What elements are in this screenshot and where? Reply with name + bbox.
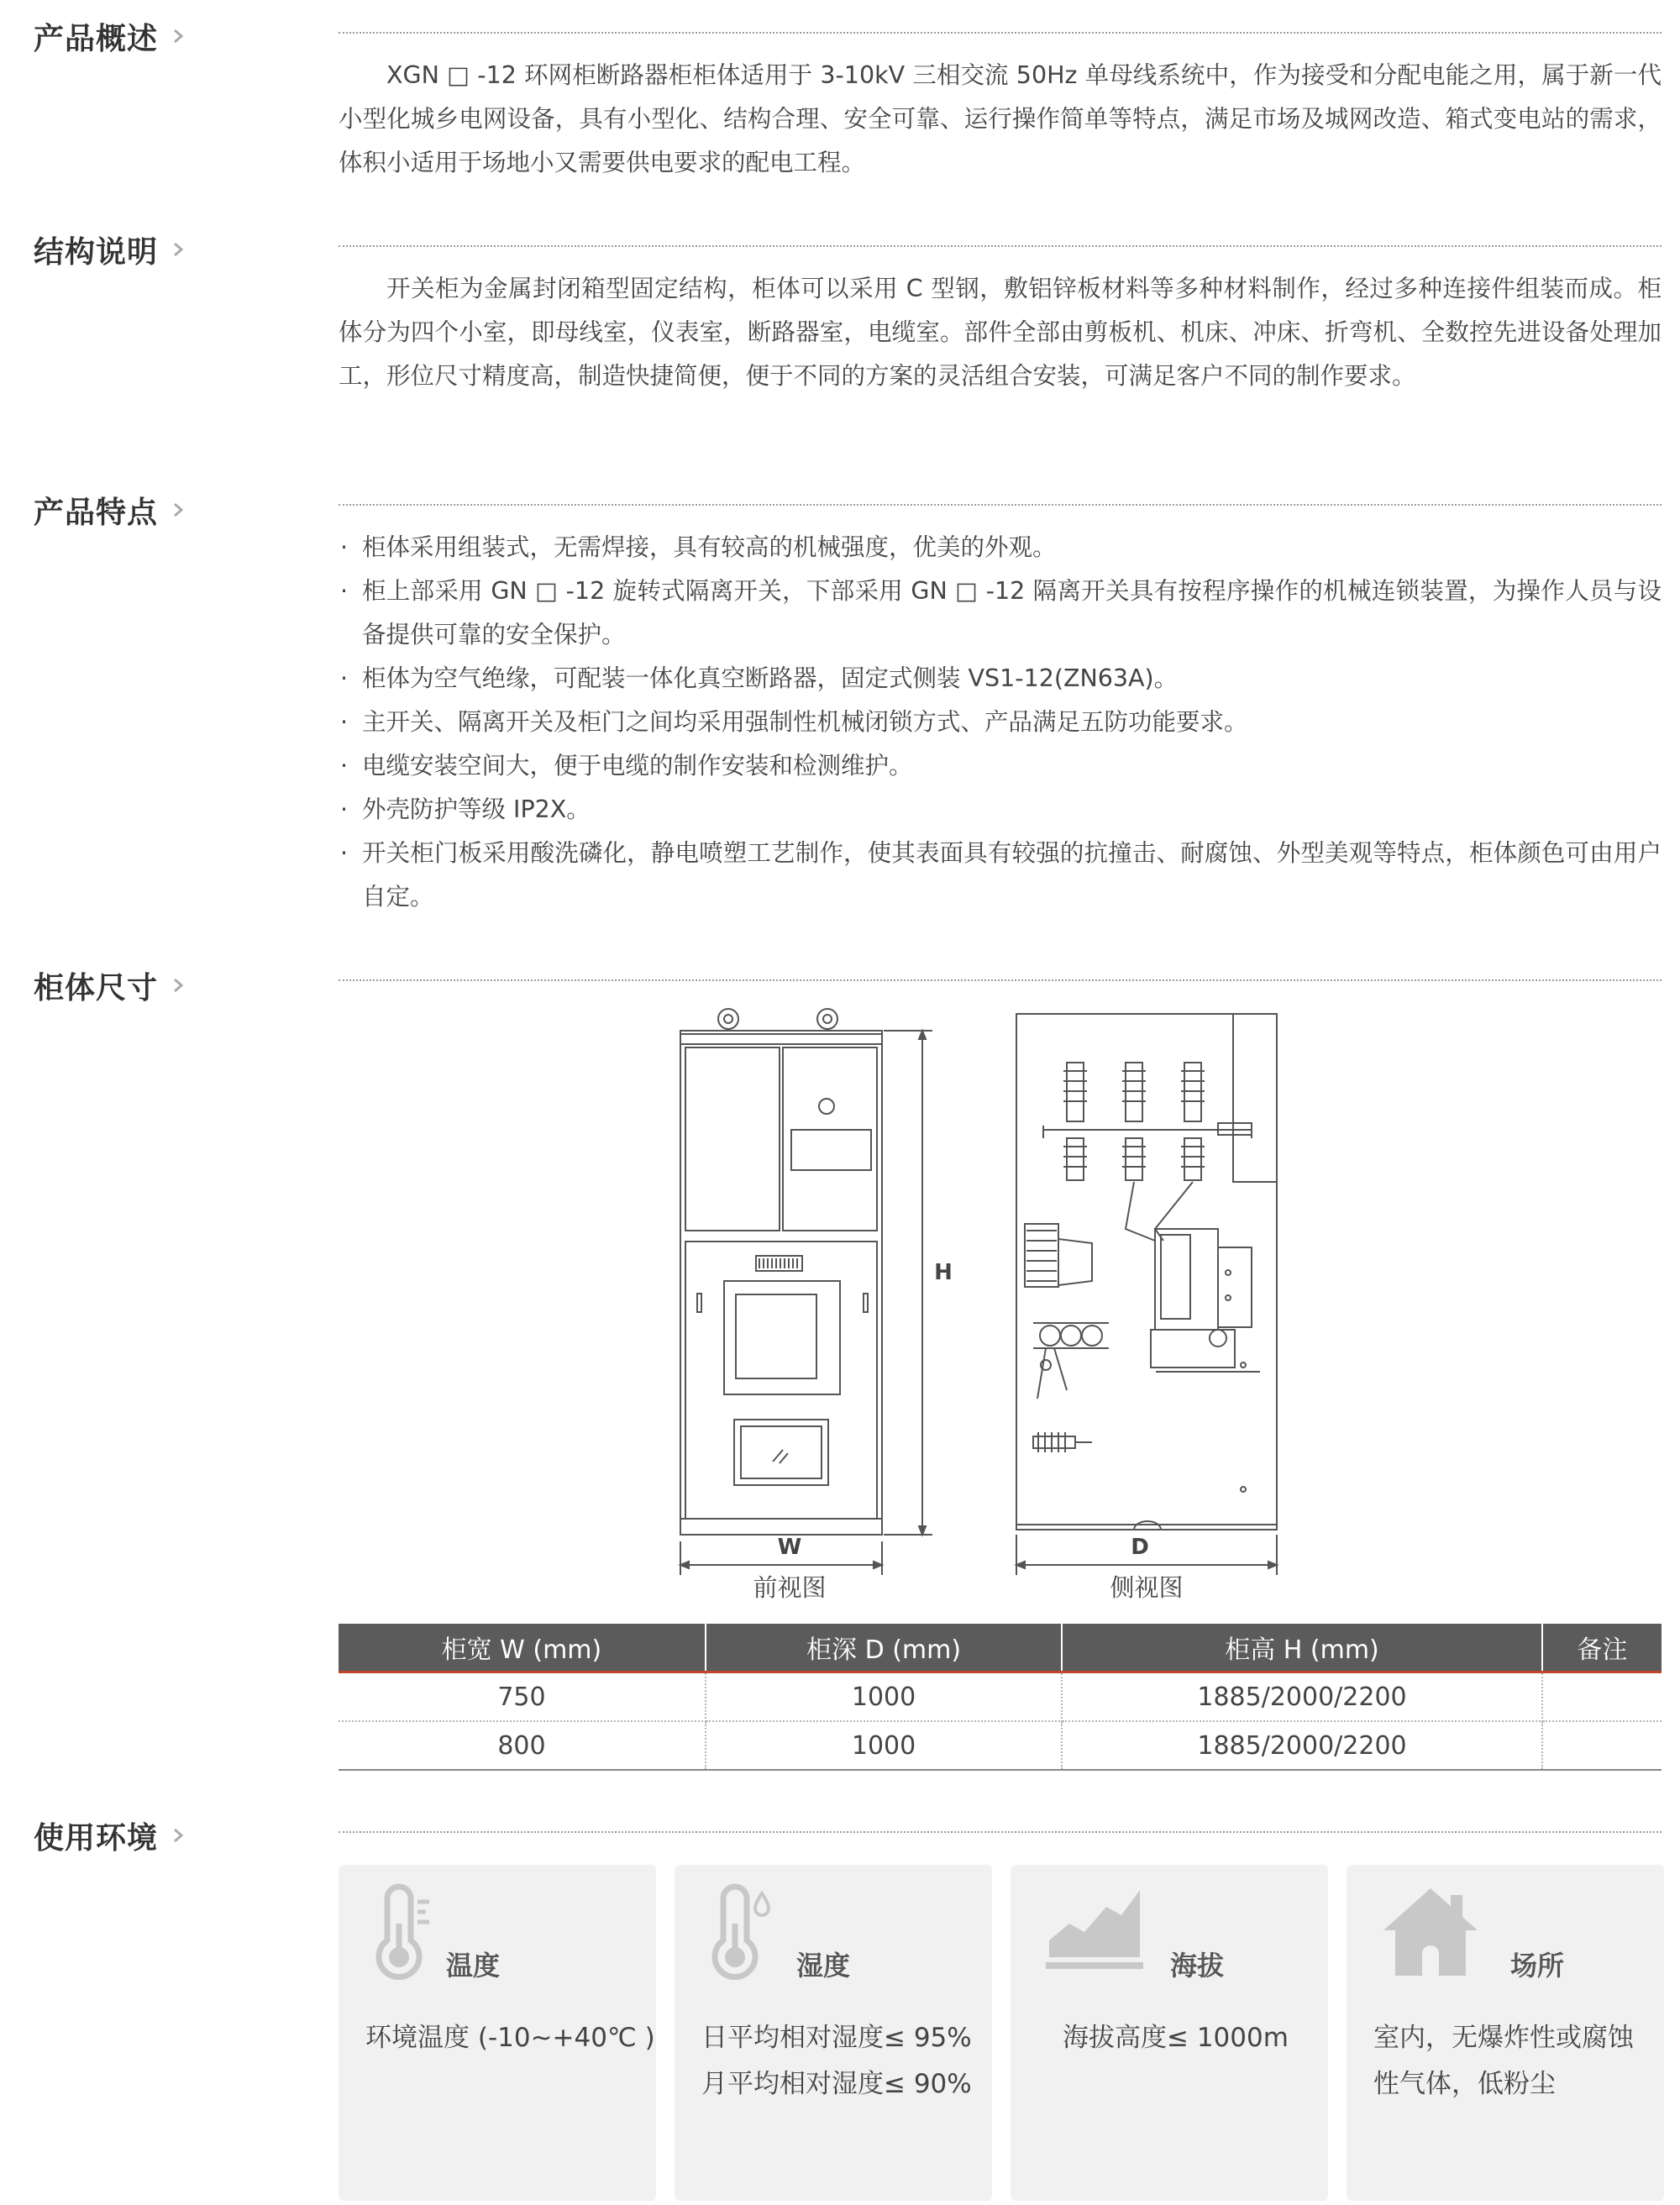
table-header-cell: 柜深 D (mm) xyxy=(706,1624,1062,1672)
feature-list xyxy=(339,526,1662,919)
front-view-caption: 前视图 xyxy=(753,1573,827,1602)
chevron-right-icon xyxy=(173,242,183,257)
feature-text: 柜上部采用 GN □ -12 旋转式隔离开关，下部采用 GN □ -12 隔离开关具有按程序操作的机械连锁装置，为操作人员与设备提供可靠的安全保护。 xyxy=(362,577,1662,648)
section-title xyxy=(34,964,183,1006)
chevron-right-icon xyxy=(173,29,183,44)
feature-text: 柜体采用组装式，无需焊接，具有较高的机械强度，优美的外观。 xyxy=(362,533,1057,561)
list-item xyxy=(339,832,1662,919)
table-header-cell: 备注 xyxy=(1542,1624,1662,1672)
feature-text: 外壳防护等级 IP2X。 xyxy=(362,795,591,823)
table-cell: 750 xyxy=(339,1672,706,1722)
environment-card-altitude xyxy=(1011,1865,1328,2201)
overview-title: 产品概述 xyxy=(34,21,159,56)
divider xyxy=(339,245,1662,247)
section-title xyxy=(34,489,183,531)
divider xyxy=(339,32,1662,34)
card-text: 海拔高度≤ 1000m xyxy=(1063,2023,1289,2053)
divider xyxy=(339,1831,1662,1833)
side-view-caption: 侧视图 xyxy=(1110,1573,1184,1602)
list-item xyxy=(339,744,1662,788)
bullet: · xyxy=(340,664,349,692)
section-title xyxy=(34,1814,183,1856)
table-cell xyxy=(1542,1721,1662,1770)
bullet: · xyxy=(340,839,349,867)
table-cell: 1000 xyxy=(706,1672,1062,1722)
bullet: · xyxy=(340,533,349,561)
depth-label: D xyxy=(1131,1535,1149,1560)
table-cell: 1885/2000/2200 xyxy=(1062,1672,1542,1722)
table-row xyxy=(339,1672,1662,1722)
width-label: W xyxy=(777,1535,802,1560)
card-title: 场所 xyxy=(1510,1950,1565,1982)
structure-title: 结构说明 xyxy=(34,234,159,270)
environment-card-temperature xyxy=(339,1865,656,2201)
features-title: 产品特点 xyxy=(34,495,159,530)
structure-text: 开关柜为金属封闭箱型固定结构，柜体可以采用 C 型钢，敷铝锌板材料等多种材料制作，经过多种连接件组装而成。柜体分为四个小室，即母线室，仪表室，断路器室，电缆室。部件全部由剪板机、机床、冲床、折弯机、全数控先进设备处理加工，形位尺寸精度高，制造快捷简便，便于不同的方案的灵活组合安装，可满足客户不同的制作要求。 xyxy=(339,275,1662,390)
card-text: 月平均相对湿度≤ 90% xyxy=(701,2069,972,2099)
table-cell: 800 xyxy=(339,1721,706,1770)
card-text: 室内，无爆炸性或腐蚀 xyxy=(1373,2023,1634,2053)
feature-text: 开关柜门板采用酸洗磷化，静电喷塑工艺制作，使其表面具有较强的抗撞击、耐腐蚀、外型美观等特点，柜体颜色可由用户自定。 xyxy=(362,839,1662,911)
table-header-cell: 柜高 H (mm) xyxy=(1062,1624,1542,1672)
feature-text: 电缆安装空间大，便于电缆的制作安装和检测维护。 xyxy=(362,752,913,780)
table-cell xyxy=(1542,1672,1662,1722)
bullet: · xyxy=(340,752,349,780)
table-header-cell: 柜宽 W (mm) xyxy=(339,1624,706,1672)
height-label: H xyxy=(934,1260,953,1285)
overview-text: XGN □ -12 环网柜断路器柜柜体适用于 3-10kV 三相交流 50Hz 单母线系统中，作为接受和分配电能之用，属于新一代小型化城乡电网设备，具有小型化、结构合理、安全可靠、运行操作简单等特点，满足市场及城网改造、箱式变电站的需求，体积小适用于场地小又需要供电要求的配电工程。 xyxy=(339,61,1662,176)
feature-text: 柜体为空气绝缘，可配装一体化真空断路器，固定式侧装 VS1-12(ZN63A)。 xyxy=(362,664,1179,692)
card-text: 性气体，低粉尘 xyxy=(1373,2069,1556,2099)
chevron-right-icon xyxy=(173,978,183,993)
bullet: · xyxy=(340,795,349,823)
chevron-right-icon xyxy=(173,502,183,517)
list-item xyxy=(339,788,1662,832)
bullet: · xyxy=(340,708,349,736)
front-view-drawing xyxy=(664,1004,949,1575)
section-title xyxy=(34,15,183,57)
table-row xyxy=(339,1721,1662,1770)
table-cell: 1000 xyxy=(706,1721,1062,1770)
humidity-icon xyxy=(708,1882,775,1982)
table-header-row xyxy=(339,1624,1662,1672)
card-title: 湿度 xyxy=(796,1950,851,1982)
card-text: 环境温度 (-10~+40℃ ) xyxy=(365,2023,655,2053)
thermometer-icon xyxy=(372,1882,439,1982)
table-cell: 1885/2000/2200 xyxy=(1062,1721,1542,1770)
feature-text: 主开关、隔离开关及柜门之间均采用强制性机械闭锁方式、产品满足五防功能要求。 xyxy=(362,708,1248,736)
chevron-right-icon xyxy=(173,1828,183,1843)
section-title xyxy=(34,228,183,270)
divider xyxy=(339,979,1662,981)
environment-card-humidity xyxy=(675,1865,992,2201)
card-title: 海拔 xyxy=(1170,1950,1225,1982)
altitude-icon xyxy=(1044,1882,1145,1982)
side-view-drawing xyxy=(1008,1004,1294,1575)
list-item xyxy=(339,570,1662,657)
environment-title: 使用环境 xyxy=(34,1820,159,1856)
list-item xyxy=(339,701,1662,744)
dimensions-title: 柜体尺寸 xyxy=(34,970,159,1005)
list-item xyxy=(339,657,1662,701)
environment-card-location xyxy=(1347,1865,1664,2201)
bullet: · xyxy=(340,577,349,605)
house-icon xyxy=(1380,1882,1481,1982)
dimensions-table xyxy=(339,1624,1662,1771)
card-title: 温度 xyxy=(446,1950,501,1982)
divider xyxy=(339,504,1662,506)
list-item xyxy=(339,526,1662,570)
card-text: 日平均相对湿度≤ 95% xyxy=(701,2023,972,2053)
